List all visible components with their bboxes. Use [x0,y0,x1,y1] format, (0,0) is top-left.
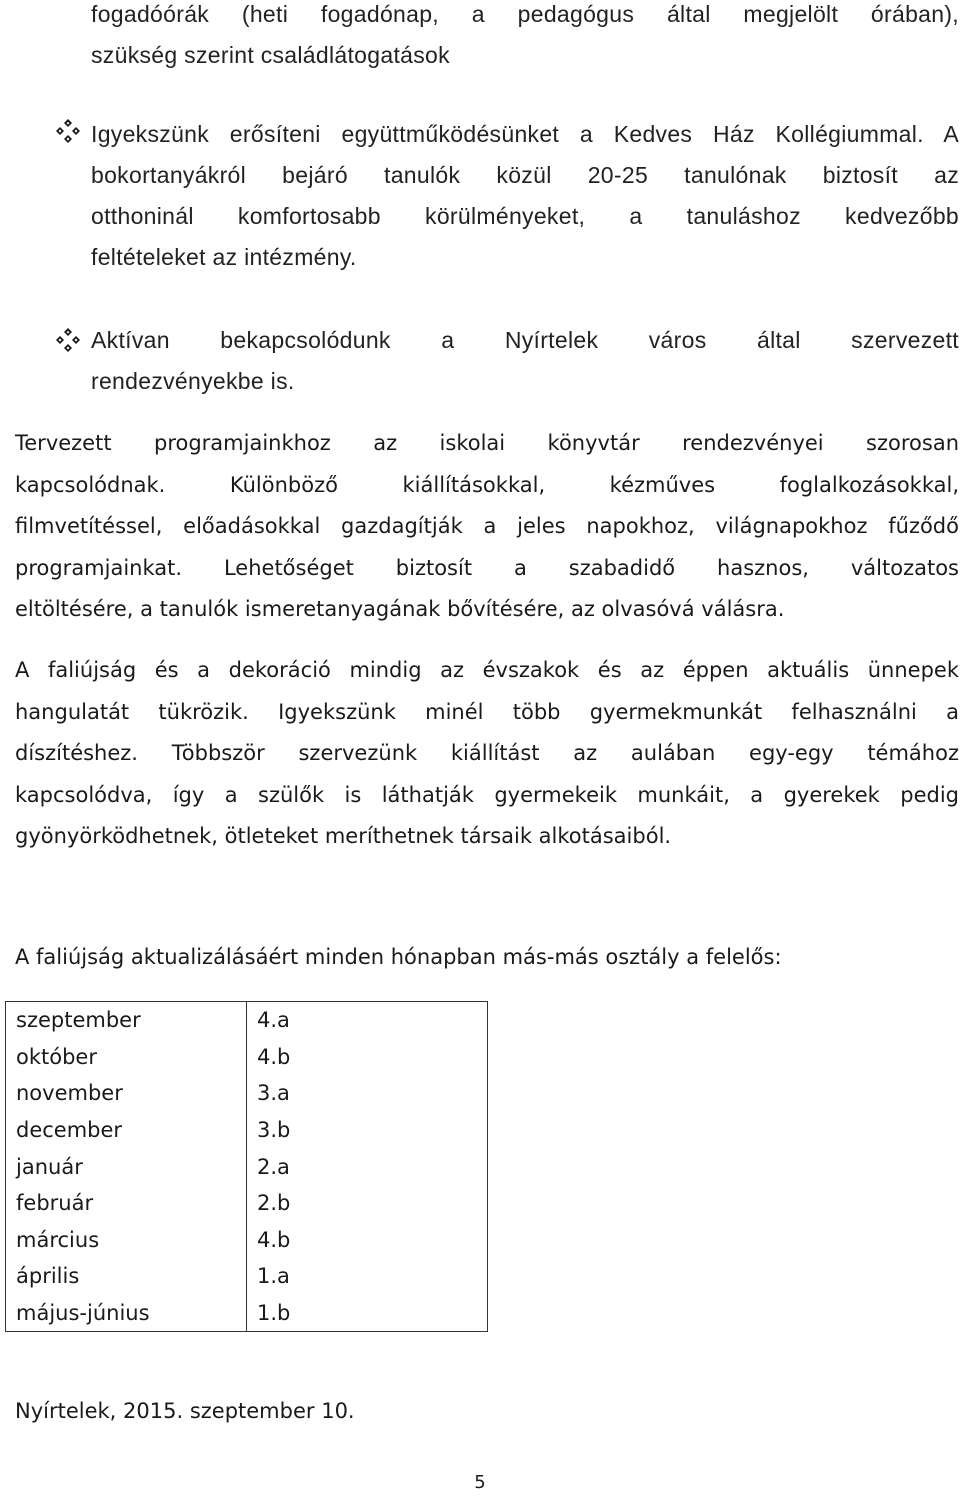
text-line: Tervezett programjainkhoz az iskolai könyvtár rendezvényei szorosan [15,431,959,455]
month-cell: május-június [6,1295,247,1332]
class-cell: 4.b [247,1222,488,1259]
bulletin-schedule-table [5,1001,488,1332]
month-cell: február [6,1185,247,1222]
month-cell: december [6,1112,247,1149]
text-line: kapcsolódnak. Különböző kiállításokkal, kézműves foglalkozásokkal, [15,472,959,497]
text-line: díszítéshez. Többször szervezünk kiállítást az aulában egy-egy témához [15,741,959,765]
text-line: szükség szerint családlátogatások [91,42,450,68]
page-number: 5 [474,1472,486,1493]
paragraph-decoration [15,650,959,858]
diamond-bullet-icon [55,118,81,144]
date-line: Nyírtelek, 2015. szeptember 10. [15,1399,355,1423]
table-row [6,1039,488,1076]
table-row [6,1148,488,1185]
table-row [6,1075,488,1112]
class-cell: 4.a [247,1002,488,1039]
class-cell: 3.a [247,1075,488,1112]
text-line: gyönyörködhetnek, ötleteket meríthetnek társaik alkotásaiból. [15,824,672,848]
class-cell: 2.b [247,1185,488,1222]
text-line: otthoninál komfortosabb körülményeket, a tanuláshoz kedvezőbb [91,203,959,229]
month-cell: március [6,1222,247,1259]
bullet-dormitory-cooperation [91,114,959,278]
text-line: hangulatát tükrözik. Igyekszünk minél több gyermekmunkát felhasználni a [15,699,959,724]
text-line: Aktívan bekapcsolódunk a Nyírtelek város által szervezett [91,327,959,353]
class-cell: 4.b [247,1039,488,1076]
paragraph-contact-forms [91,0,959,76]
text-line: rendezvényekbe is. [91,368,295,394]
schedule-body [6,1002,488,1332]
month-cell: április [6,1258,247,1295]
table-row [6,1185,488,1222]
class-cell: 3.b [247,1112,488,1149]
table-row [6,1112,488,1149]
text-line: eltöltésére, a tanulók ismeretanyagának bővítésére, az olvasóvá válásra. [15,597,785,621]
class-cell: 1.b [247,1295,488,1332]
diamond-bullet-icon [55,327,81,353]
text-line: kapcsolódva, így a szülők is láthatják gyermekeik munkáit, a gyerekek pedig [15,782,959,807]
month-cell: október [6,1039,247,1076]
text-line: feltételeket az intézmény. [91,244,357,270]
table-row [6,1222,488,1259]
text-line: A faliújság és a dekoráció mindig az évszakok és az éppen aktuális ünnepek [15,658,959,682]
text-line: bokortanyákról bejáró tanulók közül 20-25 tanulónak biztosít az [91,162,959,188]
text-line: fogadóórák (heti fogadónap, a pedagógus által megjelölt órában), [91,1,959,27]
class-cell: 1.a [247,1258,488,1295]
text-line: programjainkat. Lehetőséget biztosít a szabadidő hasznos, változatos [15,555,959,580]
class-cell: 2.a [247,1148,488,1185]
text-line: filmvetítéssel, előadásokkal gazdagítják a jeles napokhoz, világnapokhoz fűződő [15,514,959,538]
bullet-city-events [91,320,959,402]
table-row [6,1258,488,1295]
month-cell: január [6,1148,247,1185]
paragraph-library-programs [15,423,959,631]
text-line: Igyekszünk erősíteni együttműködésünket a Kedves Ház Kollégiummal. A [91,121,959,147]
month-cell: szeptember [6,1002,247,1039]
month-cell: november [6,1075,247,1112]
table-row [6,1295,488,1332]
table-row [6,1002,488,1039]
table-intro: A faliújság aktualizálásáért minden hónapban más-más osztály a felelős: [15,945,782,969]
